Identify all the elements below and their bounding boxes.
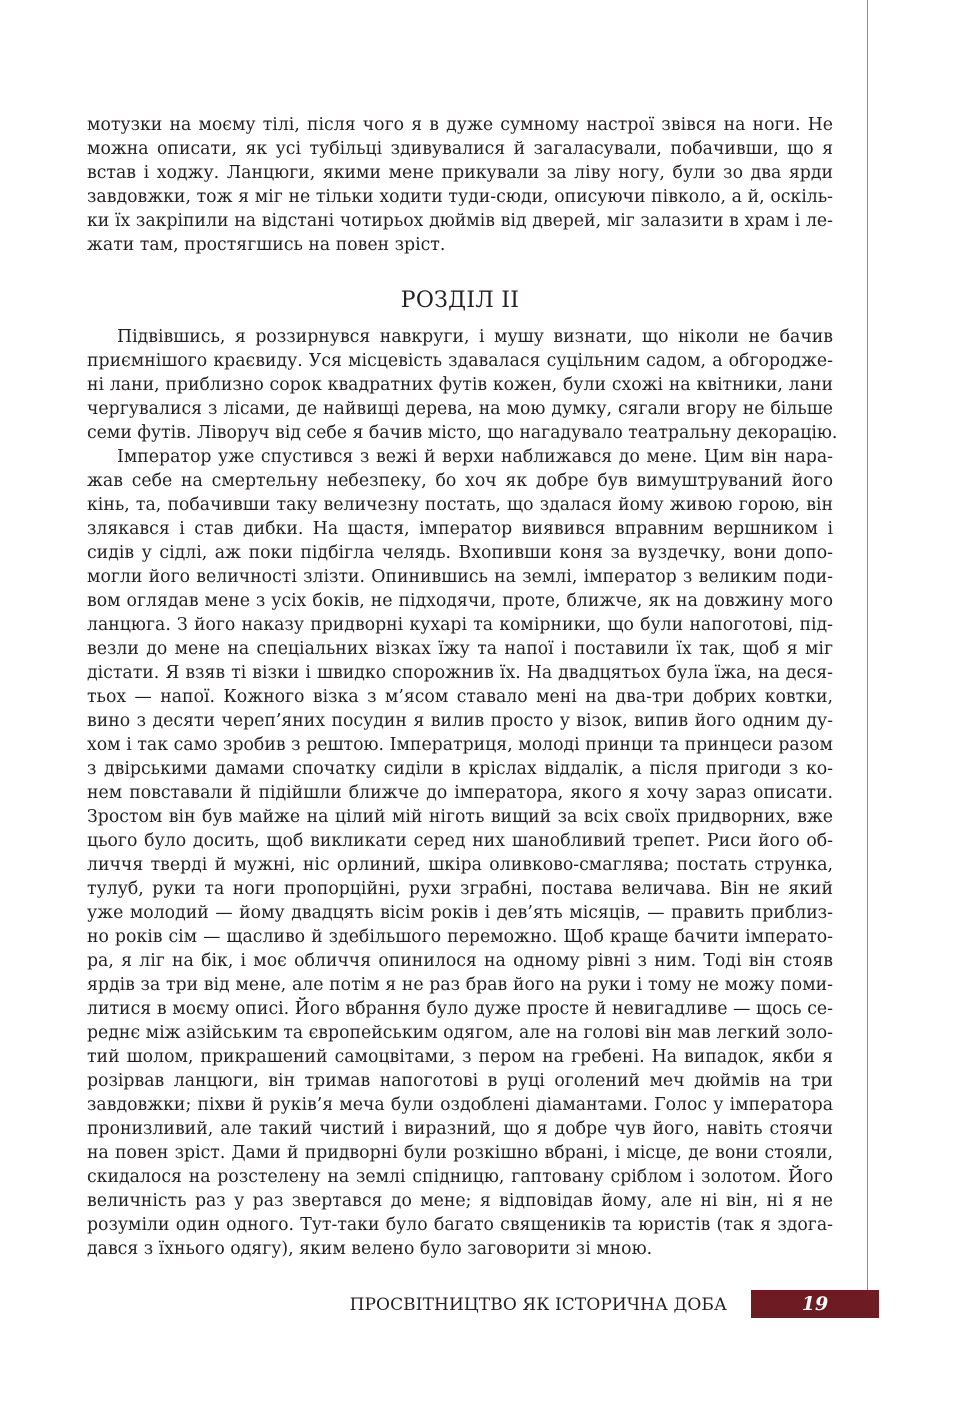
text-line: розуміли один одного. Тут-таки було багато священиків та юристів (так я здога-: [87, 1215, 833, 1235]
text-line: тулуб, руки та ноги пропорційні, рухи зграбні, постава величава. Він не який: [87, 879, 833, 899]
text-line: ки їх закріпили на відстані чотирьох дюймів від дверей, міг залазити в храм і ле-: [87, 211, 833, 231]
text-line: хом і так само зробив з рештою. Імператриця, молоді принци та принцеси разом: [87, 735, 833, 755]
text-line: кінь, та, побачивши таку величезну постать, що здалася йому живою горою, він: [87, 495, 833, 515]
text-line: Зростом він був майже на цілий мій ніготь вищий за всіх своїх придворних, вже: [87, 807, 833, 827]
text-line: величність раз у раз звертався до мене; я відповідав йому, але ні він, ні я не: [87, 1191, 833, 1211]
text-line: пронизливий, але такий чистий і виразний, що я добре чув його, навіть стоячи: [87, 1119, 833, 1139]
text-line: Імператор уже спустився з вежі й верхи наближався до мене. Цим він нара-: [117, 447, 833, 467]
text-line: вом оглядав мене з усіх боків, не підходячи, проте, ближче, як на довжину мого: [87, 591, 833, 611]
text-line: завдовжки, тож я міг не тільки ходити туди-сюди, описуючи півколо, а й, оскіль-: [87, 187, 833, 207]
running-footer-title: ПРОСВІТНИЦТВО ЯК ІСТОРИЧНА ДОБА: [349, 1295, 727, 1315]
text-line: злякався і став дибки. На щастя, імператор виявився вправним вершником і: [87, 519, 833, 539]
text-line: вино з десяти череп’яних посудин я вилив просто у візок, випив його одним ду-: [87, 711, 833, 731]
text-line: встав і ходжу. Ланцюги, якими мене прикували за ліву ногу, були зо два ярди: [87, 163, 833, 183]
text-line: семи футів. Ліворуч від себе я бачив місто, що нагадувало театральну декорацію.: [87, 423, 838, 443]
text-line: завдовжки; піхви й руків’я меча були оздоблені діамантами. Голос у імператора: [87, 1095, 833, 1115]
page-number-box: [751, 1290, 879, 1318]
text-line: можна описати, як усі тубільці здивувалися й загаласували, побачивши, що я: [87, 139, 833, 159]
text-line: могли його величності злізти. Опинившись на землі, імператор з великим поди-: [87, 567, 833, 587]
text-line: чергувалися з лісами, де найвищі дерева, на мою думку, сягали вгору не більше: [87, 399, 833, 419]
text-line: дістати. Я взяв ті візки і швидко спорожнив їх. На двадцятьох була їжа, на деся-: [87, 663, 833, 683]
text-line: но років сім — щасливо й здебільшого переможно. Щоб краще бачити імперато-: [87, 927, 833, 947]
text-line: уже молодий — йому двадцять вісім років і дев’ять місяців, — править приблиз-: [87, 903, 833, 923]
text-line: везли до мене на спеціальних візках їжу та напої і поставили їх так, щоб я міг: [87, 639, 833, 659]
text-line: цього було досить, щоб викликати серед них шанобливий трепет. Риси його об-: [87, 831, 833, 851]
text-line: ярдів за три від мене, але потім я не раз брав його на руки і тому не можу поми-: [87, 975, 833, 995]
text-line: нем повставали й підійшли ближче до імператора, якого я хочу зараз описати.: [87, 783, 833, 803]
chapter-body: [87, 325, 838, 1261]
text-line: ланцюга. З його наказу придворні кухарі та комірники, що були напоготові, під-: [87, 615, 833, 635]
margin-rule: [867, 0, 868, 1291]
page-footer: [0, 1290, 963, 1318]
text-line: реднє між азійським та європейським одягом, але на голові він мав легкий золо-: [87, 1023, 833, 1043]
text-line: скидалося на розстелену на землі спідницю, гаптовану сріблом і золотом. Його: [87, 1167, 833, 1187]
intro-paragraph: [87, 113, 833, 257]
chapter-title: РОЗДІЛ II: [400, 288, 520, 313]
text-line: тьох — напої. Кожного візка з м’ясом ставало мені на два-три добрих ковтки,: [87, 687, 833, 707]
text-line: тий шолом, прикрашений самоцвітами, з пером на гребені. На випадок, якби я: [87, 1047, 833, 1067]
text-line: литися в моєму описі. Його вбрання було дуже просте й невигадливе — щось се-: [87, 999, 833, 1019]
text-line: дався з їхнього одягу), яким велено було заговорити зі мною.: [87, 1239, 653, 1259]
text-line: жати там, простягшись на повен зріст.: [87, 235, 446, 255]
text-line: мотузки на моєму тілі, після чого я в дуже сумному настрої звівся на ноги. Не: [87, 115, 833, 135]
page-number: 19: [801, 1293, 829, 1315]
text-line: приємнішого краєвиду. Уся місцевість здавалася суцільним садом, а обгородже-: [87, 351, 833, 371]
text-line: жав себе на смертельну небезпеку, бо хоч як добре був вимуштруваний його: [87, 471, 833, 491]
text-line: розірвав ланцюги, він тримав напоготові в руці оголений меч дюймів на три: [87, 1071, 833, 1091]
text-line: Підвівшись, я роззирнувся навкруги, і мушу визнати, що ніколи не бачив: [117, 327, 833, 347]
text-line: ні лани, приблизно сорок квадратних футів кожен, були схожі на квітники, лани: [87, 375, 833, 395]
text-line: сидів у сідлі, аж поки підбігла челядь. Вхопивши коня за вуздечку, вони допо-: [87, 543, 833, 563]
text-line: ра, я ліг на бік, і моє обличчя опинилося на одному рівні з ним. Тоді він стояв: [87, 951, 833, 971]
text-line: з двірськими дамами спочатку сиділи в кріслах віддалік, а після пригоди з ко-: [87, 759, 833, 779]
text-line: на повен зріст. Дами й придворні були розкішно вбрані, і місце, де вони стояли,: [87, 1143, 833, 1163]
text-line: личчя тверді й мужні, ніс орлиний, шкіра оливково-смаглява; постать струнка,: [87, 855, 833, 875]
